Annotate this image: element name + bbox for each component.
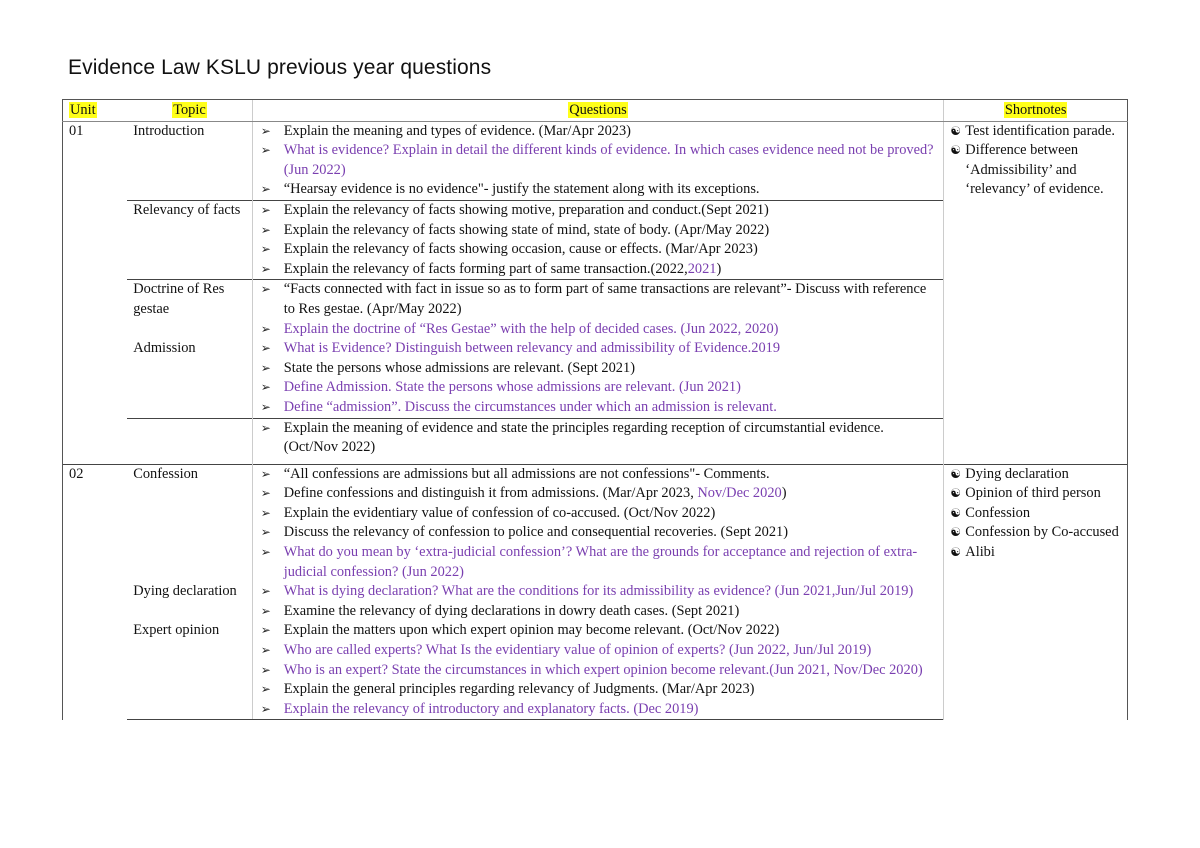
shortnote-item: ☯ Alibi	[950, 543, 1121, 563]
topic-cell: Doctrine of Res gestae	[127, 280, 252, 339]
topic-cell: Expert opinion	[133, 622, 220, 639]
questions-cell	[252, 418, 944, 464]
header-questions: Questions	[252, 100, 944, 122]
document-title: Evidence Law KSLU previous year questions	[68, 56, 492, 79]
topic-cell	[127, 418, 252, 464]
topic-cell: Introduction	[127, 121, 252, 200]
questions-cell	[252, 621, 944, 680]
topic-cell	[127, 680, 252, 720]
header-shortnotes: Shortnotes	[944, 100, 1128, 122]
questions-cell	[252, 121, 944, 200]
question-item: ➢ “Facts connected with fact in issue so as to form part of same transactions are relevant”- Discuss with reference to Res gestae. (Apr/May 2022)	[259, 280, 938, 319]
question-item: ➢ What do you mean by ‘extra-judicial confession’? What are the grounds for acceptance and rejection of extra-judicial confession? (Jun 2022)	[259, 543, 938, 582]
questions-cell	[252, 464, 944, 582]
questions-table	[62, 99, 1128, 720]
questions-cell	[252, 582, 944, 621]
shortnote-item: ☯ Test identification parade.	[950, 122, 1121, 142]
shortnote-item: ☯ Difference between ‘Admissibility’ and ‘relevancy’ of evidence.	[950, 141, 1121, 200]
question-item: ➢ Define Admission. State the persons whose admissions are relevant. (Jun 2021)	[259, 378, 938, 398]
question-item: ➢ Define confessions and distinguish it from admissions. (Mar/Apr 2023, Nov/Dec 2020)	[259, 484, 938, 504]
question-item: ➢ Explain the relevancy of facts showing motive, preparation and conduct.(Sept 2021)	[259, 201, 938, 221]
table-header-row	[63, 100, 1128, 122]
shortnote-item: ☯ Dying declaration	[950, 465, 1121, 485]
questions-cell	[252, 280, 944, 339]
shortnotes-cell	[944, 121, 1128, 464]
shortnote-item: ☯ Confession	[950, 504, 1121, 524]
question-item: ➢ Who are called experts? What Is the evidentiary value of opinion of experts? (Jun 2022, Jun/Jul 2019)	[259, 641, 938, 661]
question-item: ➢ Explain the relevancy of facts showing occasion, cause or effects. (Mar/Apr 2023)	[259, 240, 938, 260]
unit-number: 01	[63, 121, 128, 464]
question-item: ➢ Explain the doctrine of “Res Gestae” with the help of decided cases. (Jun 2022, 2020)	[259, 320, 938, 340]
question-item: ➢ Define “admission”. Discuss the circumstances under which an admission is relevant.	[259, 398, 938, 418]
topic-cell: Confession	[127, 464, 252, 582]
table-row	[63, 121, 1128, 200]
question-item: ➢ “All confessions are admissions but all admissions are not confessions"- Comments.	[259, 465, 938, 485]
questions-cell	[252, 200, 944, 279]
shortnote-item: ☯ Confession by Co-accused	[950, 523, 1121, 543]
questions-cell	[252, 680, 944, 720]
question-item: ➢ What is evidence? Explain in detail the different kinds of evidence. In which cases evidence need not be proved? (Jun 2022)	[259, 141, 938, 180]
question-item: ➢ Who is an expert? State the circumstances in which expert opinion become relevant.(Jun 2021, Nov/Dec 2020)	[259, 661, 938, 681]
question-item: ➢ Explain the relevancy of introductory and explanatory facts. (Dec 2019)	[259, 700, 938, 720]
shortnote-item: ☯ Opinion of third person	[950, 484, 1121, 504]
question-item: ➢ Explain the relevancy of facts showing state of mind, state of body. (Apr/May 2022)	[259, 221, 938, 241]
table-row	[63, 464, 1128, 582]
question-item: ➢ “Hearsay evidence is no evidence"- justify the statement along with its exceptions.	[259, 180, 938, 200]
shortnotes-cell	[944, 464, 1128, 720]
question-item: ➢ Explain the meaning of evidence and state the principles regarding reception of circumstantial evidence. (Oct/Nov 2022)	[259, 419, 938, 458]
header-unit: Unit	[63, 100, 128, 122]
question-item: ➢ What is Evidence? Distinguish between relevancy and admissibility of Evidence.2019	[259, 339, 938, 359]
question-item: ➢ Explain the general principles regarding relevancy of Judgments. (Mar/Apr 2023)	[259, 680, 938, 700]
question-item: ➢ Examine the relevancy of dying declarations in dowry death cases. (Sept 2021)	[259, 602, 938, 622]
question-item: ➢ Explain the matters upon which expert opinion may become relevant. (Oct/Nov 2022)	[259, 621, 938, 641]
question-item: ➢ What is dying declaration? What are the conditions for its admissibility as evidence? (Jun 2021,Jun/Jul 2019)	[259, 582, 938, 602]
topic-cell: Dying declaration	[133, 583, 237, 600]
unit-number: 02	[63, 464, 128, 720]
question-item: ➢ Explain the evidentiary value of confession of co-accused. (Oct/Nov 2022)	[259, 504, 938, 524]
question-item: ➢ Explain the meaning and types of evidence. (Mar/Apr 2023)	[259, 122, 938, 142]
question-item: ➢ Discuss the relevancy of confession to police and consequential recoveries. (Sept 2021)	[259, 523, 938, 543]
topic-cell: Relevancy of facts	[127, 200, 252, 279]
question-item: ➢ State the persons whose admissions are relevant. (Sept 2021)	[259, 359, 938, 379]
question-item: ➢ Explain the relevancy of facts forming part of same transaction.(2022,2021)	[259, 260, 938, 280]
header-topic: Topic	[127, 100, 252, 122]
topic-cell: Admission	[133, 340, 196, 357]
questions-cell	[252, 339, 944, 418]
